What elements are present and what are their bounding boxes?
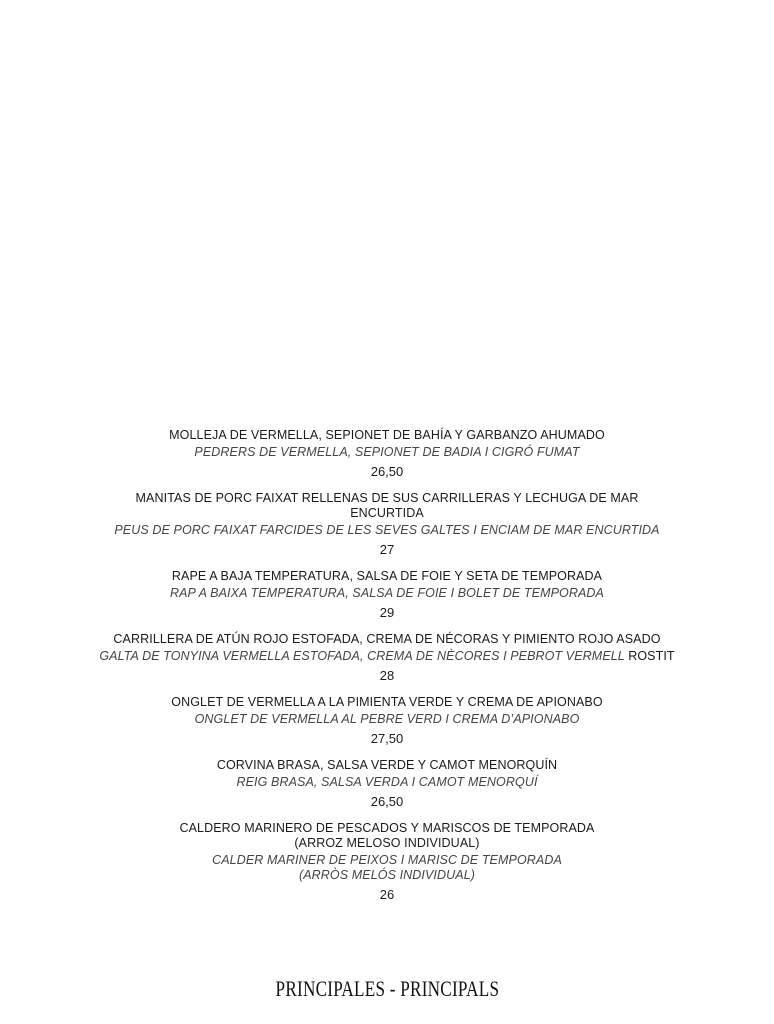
- dish-price: 26,50: [370, 464, 404, 479]
- dish-price: 29: [379, 605, 395, 620]
- menu-item: [0, 428, 774, 481]
- dish-name: CALDERO MARINERO DE PESCADOS Y MARISCOS DE TEMPORADA: [179, 821, 595, 835]
- section-title-text: PRINCIPALES - PRINCIPALS: [275, 976, 499, 1001]
- dish-translation-upright: ROSTIT: [628, 649, 675, 663]
- dish-name: MOLLEJA DE VERMELLA, SEPIONET DE BAHÍA Y GARBANZO AHUMADO: [169, 428, 605, 442]
- dish-name: CORVINA BRASA, SALSA VERDE Y CAMOT MENORQUÍN: [216, 758, 558, 772]
- dish-translation-line2: (ARRÒS MELÓS INDIVIDUAL): [298, 868, 476, 882]
- dish-translation: RAP A BAIXA TEMPERATURA, SALSA DE FOIE I BOLET DE TEMPORADA: [169, 586, 604, 600]
- dish-translation: [0, 649, 774, 664]
- dish-name: ONGLET DE VERMELLA A LA PIMIENTA VERDE Y CREMA DE APIONABO: [171, 695, 603, 709]
- dish-translation: PEDRERS DE VERMELLA, SEPIONET DE BADIA I CIGRÓ FUMAT: [194, 445, 580, 459]
- dish-name: MANITAS DE PORC FAIXAT RELLENAS DE SUS CARRILLERAS Y LECHUGA DE MAR: [135, 491, 639, 505]
- dish-price: 27: [379, 542, 395, 557]
- dish-price: 28: [379, 668, 395, 683]
- menu-item: [0, 491, 774, 559]
- dish-translation-italic: GALTA DE TONYINA VERMELLA ESTOFADA, CREMA DE NÈCORES I PEBROT VERMELL: [99, 649, 625, 663]
- dish-translation: CALDER MARINER DE PEIXOS I MARISC DE TEMPORADA: [212, 853, 562, 867]
- menu-item: [0, 569, 774, 622]
- menu-item: [0, 632, 774, 685]
- dish-name: CARRILLERA DE ATÚN ROJO ESTOFADA, CREMA DE NÉCORAS Y PIMIENTO ROJO ASADO: [113, 632, 661, 646]
- dish-translation: ONGLET DE VERMELLA AL PEBRE VERD I CREMA D’APIONABO: [194, 712, 580, 726]
- dish-translation: PEUS DE PORC FAIXAT FARCIDES DE LES SEVES GALTES I ENCIAM DE MAR ENCURTIDA: [114, 523, 660, 537]
- dish-name: RAPE A BAJA TEMPERATURA, SALSA DE FOIE Y SETA DE TEMPORADA: [171, 569, 603, 583]
- menu-item: [0, 821, 774, 904]
- dish-price: 26,50: [370, 794, 404, 809]
- section-title: [0, 976, 774, 1002]
- menu-item: [0, 695, 774, 748]
- dish-name-line2: (ARROZ MELOSO INDIVIDUAL): [294, 836, 480, 850]
- menu-list: [0, 428, 774, 914]
- dish-price: 27,50: [370, 731, 404, 746]
- dish-translation: REIG BRASA, SALSA VERDA I CAMOT MENORQUÍ: [236, 775, 538, 789]
- dish-name-line2: ENCURTIDA: [350, 506, 424, 520]
- dish-price: 26: [379, 887, 395, 902]
- menu-item: [0, 758, 774, 811]
